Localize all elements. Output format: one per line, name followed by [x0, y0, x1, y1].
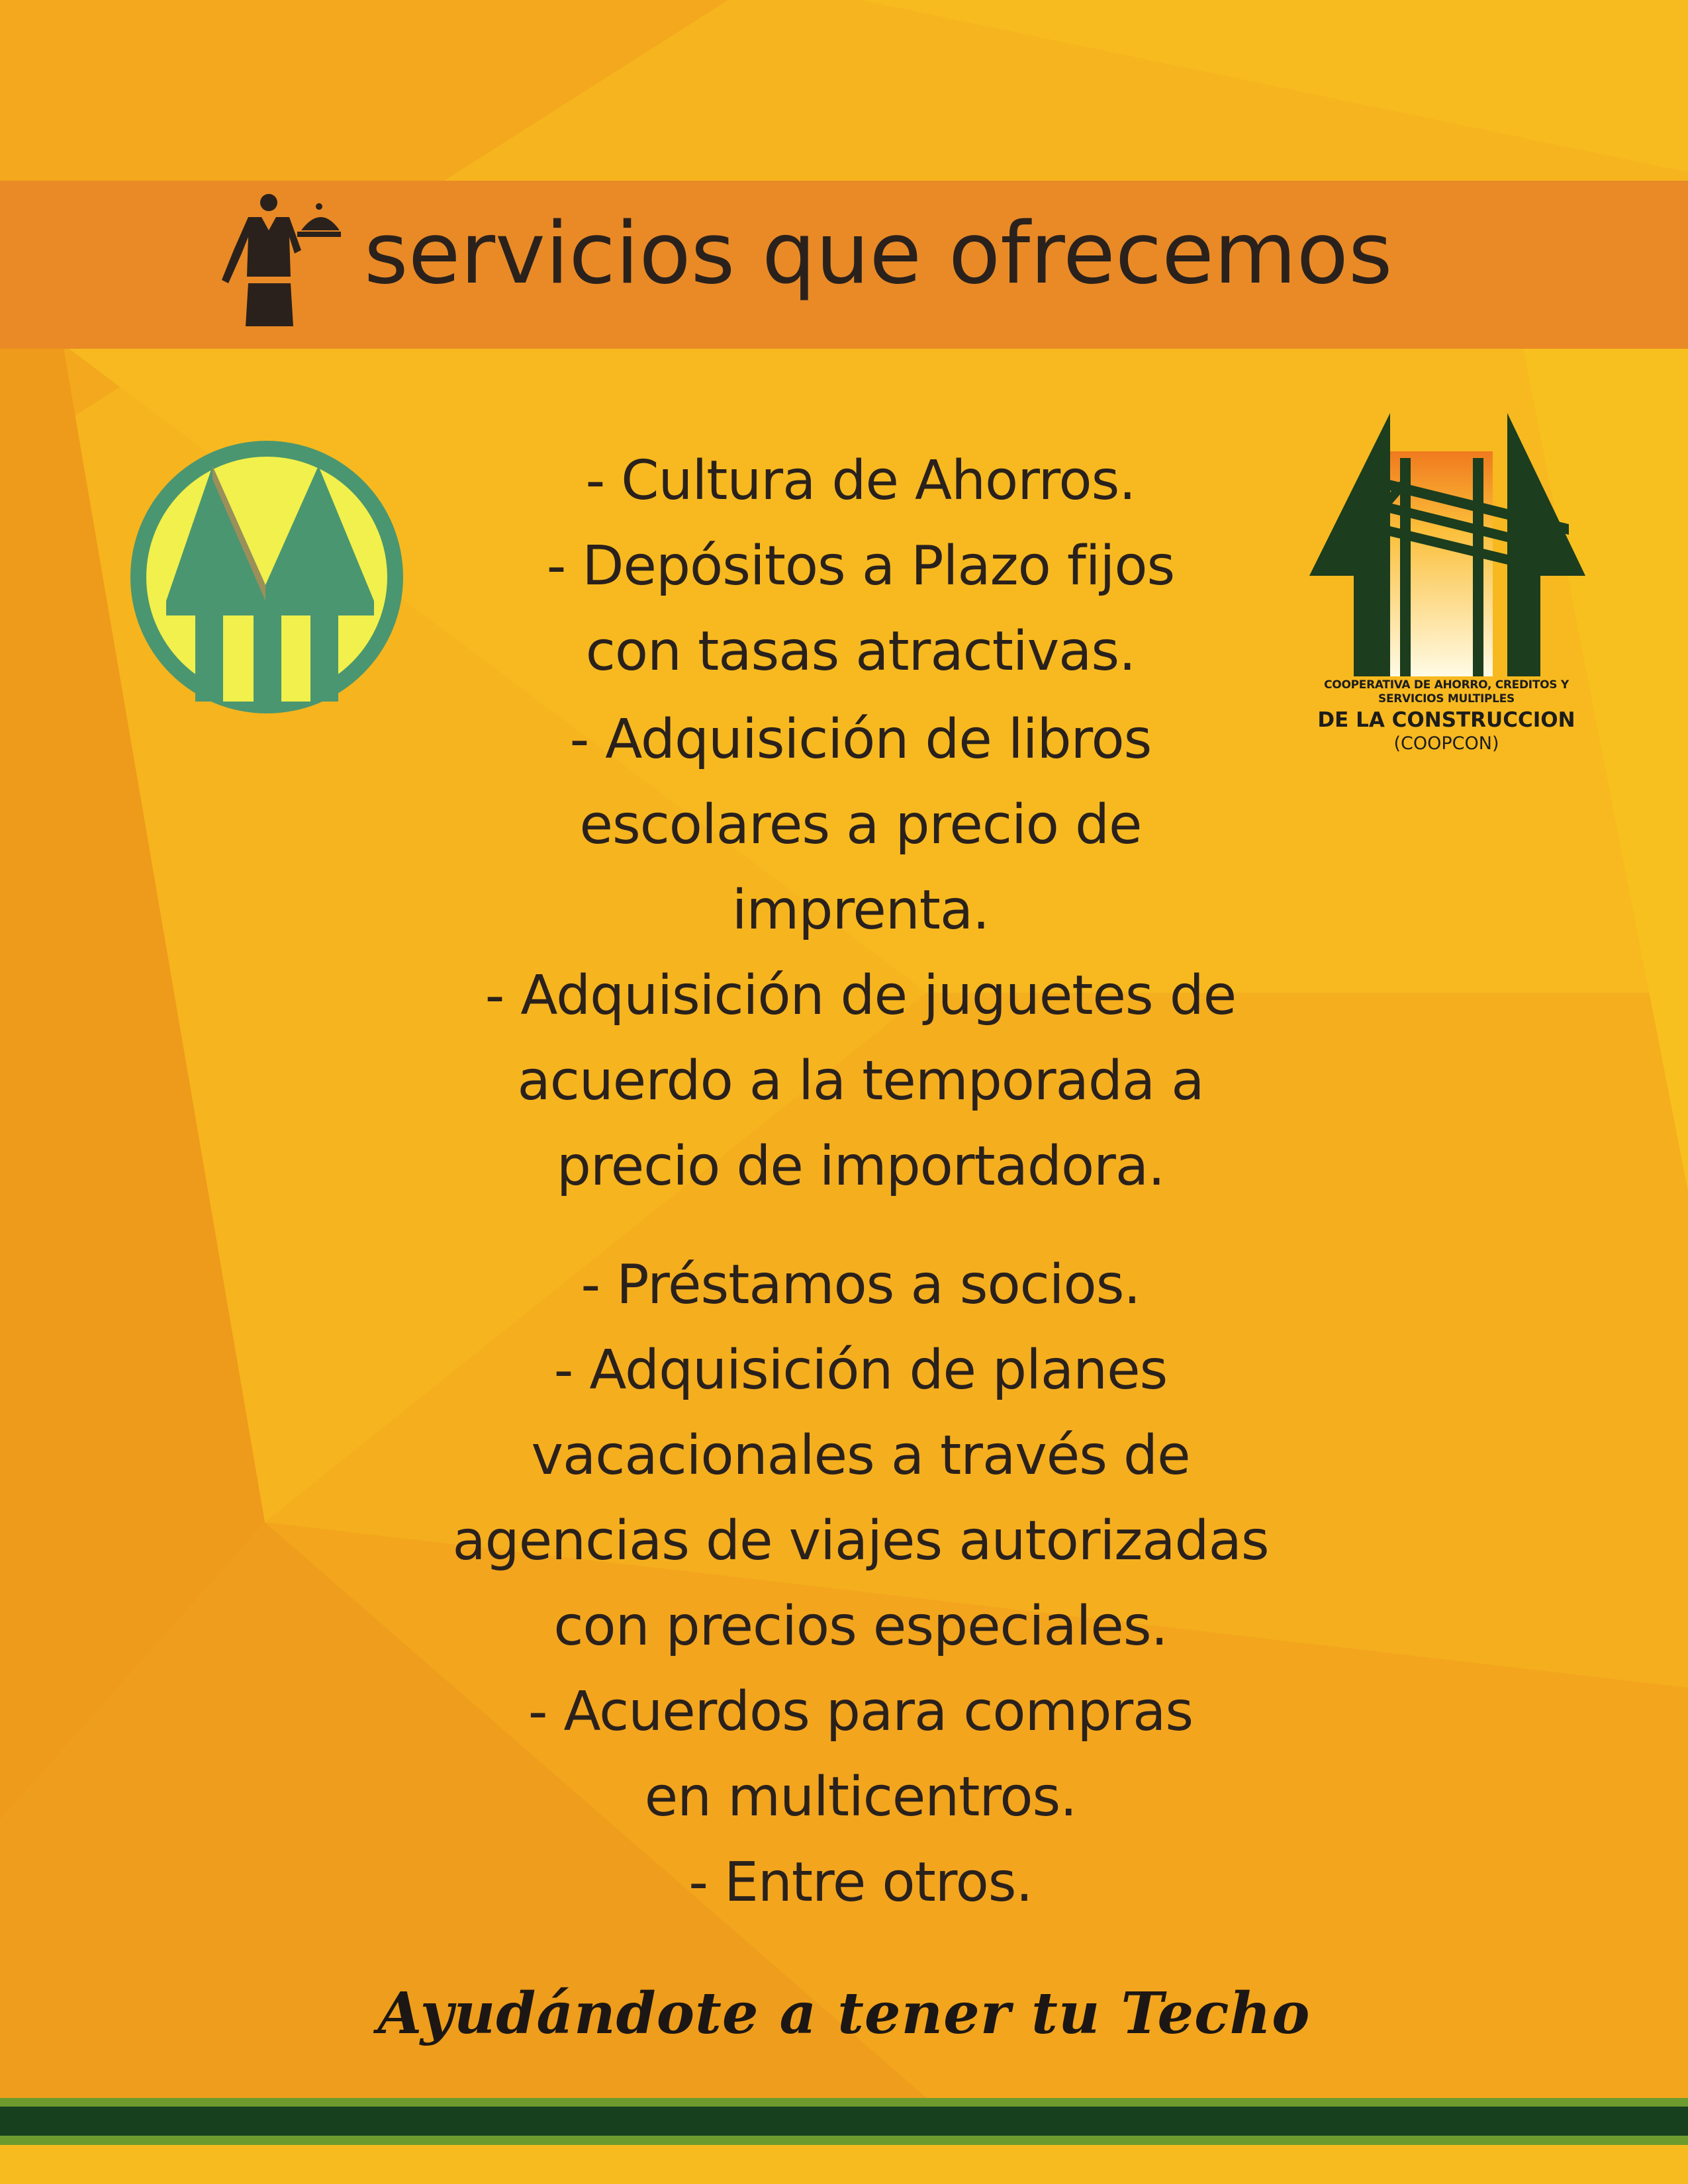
service-line: precio de importadora. — [556, 1135, 1165, 1198]
service-line: acuerdo a la temporada a — [517, 1050, 1204, 1113]
slogan: Ayudándote a tener tu Techo — [377, 1980, 1311, 2047]
waiter-icon — [222, 191, 341, 330]
service-line: agencias de viajes autorizadas — [452, 1510, 1269, 1572]
service-line: vacacionales a través de — [531, 1424, 1190, 1487]
service-line: - Préstamos a socios. — [581, 1253, 1141, 1316]
service-line: - Entre otros. — [688, 1851, 1033, 1914]
service-line: en multicentros. — [644, 1766, 1077, 1829]
service-line: - Depósitos a Plazo fijos — [546, 535, 1175, 598]
footer-stripe-light — [0, 2098, 1688, 2107]
coopcon-acronym: (COOPCON) — [1393, 733, 1499, 754]
service-line: - Adquisición de juguetes de — [485, 964, 1237, 1027]
service-line: - Adquisición de libros — [569, 708, 1152, 771]
coopcon-name-line-1: COOPERATIVA DE AHORRO, CREDITOS Y — [1324, 678, 1569, 692]
service-line: con precios especiales. — [553, 1595, 1168, 1658]
service-line: - Acuerdos para compras — [528, 1680, 1194, 1743]
footer-stripe-light — [0, 2136, 1688, 2145]
service-line: imprenta. — [731, 879, 990, 942]
footer-stripe-dark — [0, 2107, 1688, 2136]
services-list — [331, 438, 1390, 1925]
service-line: - Cultura de Ahorros. — [585, 449, 1136, 512]
coopcon-name-line-3: DE LA CONSTRUCCION — [1317, 708, 1575, 732]
service-line: - Adquisición de planes — [553, 1339, 1168, 1402]
service-line: con tasas atractivas. — [585, 620, 1136, 683]
page-title: servicios que ofrecemos — [364, 205, 1393, 303]
service-line: escolares a precio de — [579, 794, 1142, 856]
coopcon-name-line-2: SERVICIOS MULTIPLES — [1378, 692, 1515, 705]
